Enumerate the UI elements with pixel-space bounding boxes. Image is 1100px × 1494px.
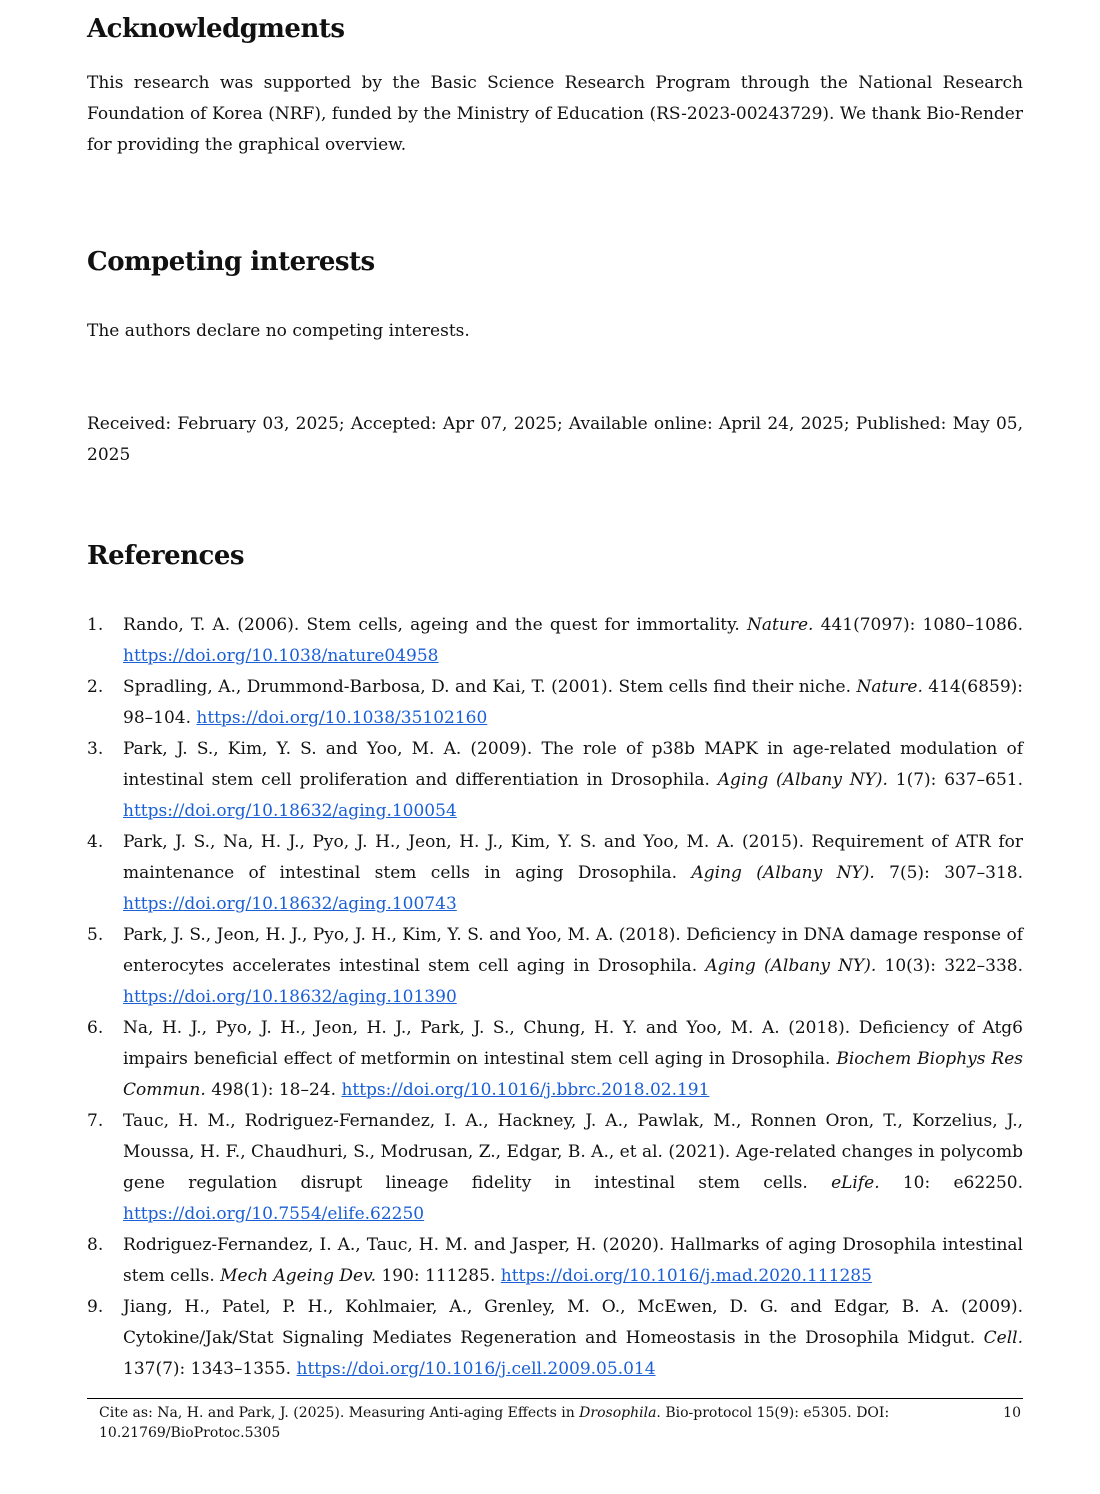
reference-item [87,827,1023,920]
reference-details: 10(3): 322–338. [876,956,1024,976]
reference-details: 137(7): 1343–1355. [123,1359,297,1379]
reference-text: Na, H. J., Pyo, J. H., Jeon, H. J., Park, J. S., Chung, H. Y. and Yoo, M. A. (2018). Deficiency of Atg6 impairs beneficial effect of metformin on intestinal stem cell aging in Drosophila. [123,1018,1023,1069]
page-number: 10 [1003,1405,1021,1421]
reference-doi-link[interactable]: https://doi.org/10.1016/j.mad.2020.111285 [500,1266,872,1286]
reference-journal: Nature. [747,615,814,635]
reference-list [87,610,1023,1385]
reference-number: 8. [87,1235,104,1255]
reference-item [87,1013,1023,1106]
reference-item [87,672,1023,734]
reference-details: 10: e62250. [879,1173,1023,1193]
reference-details: 498(1): 18–24. [205,1080,342,1100]
reference-number: 6. [87,1018,104,1038]
reference-doi-link[interactable]: https://doi.org/10.18632/aging.100743 [123,894,457,914]
reference-number: 9. [87,1297,104,1317]
reference-number: 3. [87,739,104,759]
reference-journal: Aging (Albany NY). [705,956,877,976]
publication-dates: Received: February 03, 2025; Accepted: Apr 07, 2025; Available online: April 24, 2025; Published: May 05, 2025 [87,414,1023,465]
reference-details: 414(6859): 98–104. [123,677,1024,728]
reference-doi-link[interactable]: https://doi.org/10.1016/j.cell.2009.05.014 [296,1359,656,1379]
reference-text: Spradling, A., Drummond-Barbosa, D. and Kai, T. (2001). Stem cells find their niche. [123,677,857,697]
reference-number: 4. [87,832,104,852]
reference-item [87,610,1023,672]
reference-text: Jiang, H., Patel, P. H., Kohlmaier, A., Grenley, M. O., McEwen, D. G. and Edgar, B. A. (2009). Cytokine/Jak/Stat Signaling Mediates Regeneration and Homeostasis in the Drosophila Midgut. [123,1297,1023,1348]
reference-journal: Mech Ageing Dev. [220,1266,377,1286]
reference-number: 1. [87,615,104,635]
reference-doi-link[interactable]: https://doi.org/10.18632/aging.101390 [123,987,457,1007]
reference-item [87,734,1023,827]
reference-doi-link[interactable]: https://doi.org/10.1038/nature04958 [123,646,439,666]
reference-doi-link[interactable]: https://doi.org/10.1016/j.bbrc.2018.02.191 [341,1080,710,1100]
reference-text: Park, J. S., Jeon, H. J., Pyo, J. H., Kim, Y. S. and Yoo, M. A. (2018). Deficiency in DNA damage response of enterocytes accelerates intestinal stem cell aging in Drosophila. [123,925,1023,976]
reference-journal: eLife. [831,1173,880,1193]
footer [87,1398,1023,1443]
reference-details: 190: 111285. [376,1266,501,1286]
reference-text: Tauc, H. M., Rodriguez-Fernandez, I. A., Hackney, J. A., Pawlak, M., Ronnen Oron, T., Korzelius, J., Moussa, H. F., Chaudhuri, S., Modrusan, Z., Edgar, B. A., et al. (2021). Age-related changes in polycomb gene regulation disrupt lineage fidelity in intestinal stem cells. [123,1111,1023,1193]
reference-details: 1(7): 637–651. [887,770,1023,790]
reference-number: 2. [87,677,104,697]
reference-journal: Aging (Albany NY). [691,863,875,883]
acknowledgments-heading: Acknowledgments [87,14,345,44]
references-heading: References [87,541,245,571]
reference-item [87,1230,1023,1292]
reference-number: 7. [87,1111,104,1131]
reference-doi-link[interactable]: https://doi.org/10.7554/elife.62250 [123,1204,425,1224]
reference-doi-link[interactable]: https://doi.org/10.1038/35102160 [196,708,488,728]
reference-item [87,1292,1023,1385]
acknowledgments-text: This research was supported by the Basic Science Research Program through the National Research Foundation of Korea (NRF), funded by the Ministry of Education (RS-2023-00243729). We thank Bio-Render for providing the graphical overview. [87,73,1023,155]
reference-journal: Aging (Albany NY). [717,770,888,790]
reference-details: 7(5): 307–318. [874,863,1023,883]
reference-doi-link[interactable]: https://doi.org/10.18632/aging.100054 [123,801,457,821]
reference-text: Rando, T. A. (2006). Stem cells, ageing and the quest for immortality. [123,615,748,635]
reference-details: 441(7097): 1080–1086. [813,615,1023,635]
reference-text: Park, J. S., Kim, Y. S. and Yoo, M. A. (2009). The role of p38b MAPK in age-related modulation of intestinal stem cell proliferation and differentiation in Drosophila. [123,739,1023,790]
reference-journal: Cell. [983,1328,1023,1348]
competing-interests-heading: Competing interests [87,247,375,277]
reference-item [87,1106,1023,1230]
reference-item [87,920,1023,1013]
reference-journal: Nature. [856,677,923,697]
citation: Cite as: Na, H. and Park, J. (2025). Measuring Anti-aging Effects in Drosophila. Bio-protocol 15(9): e5305. DOI: 10.21769/BioProtoc.5305 [99,1405,890,1441]
reference-number: 5. [87,925,104,945]
competing-interests-text: The authors declare no competing interests. [87,321,470,341]
reference-text: Park, J. S., Na, H. J., Pyo, J. H., Jeon, H. J., Kim, Y. S. and Yoo, M. A. (2015). Requirement of ATR for maintenance of intestinal stem cells in aging Drosophila. [123,832,1023,883]
reference-journal: Biochem Biophys Res Commun. [123,1049,1023,1100]
reference-text: Rodriguez-Fernandez, I. A., Tauc, H. M. and Jasper, H. (2020). Hallmarks of aging Drosophila intestinal stem cells. [123,1235,1023,1286]
